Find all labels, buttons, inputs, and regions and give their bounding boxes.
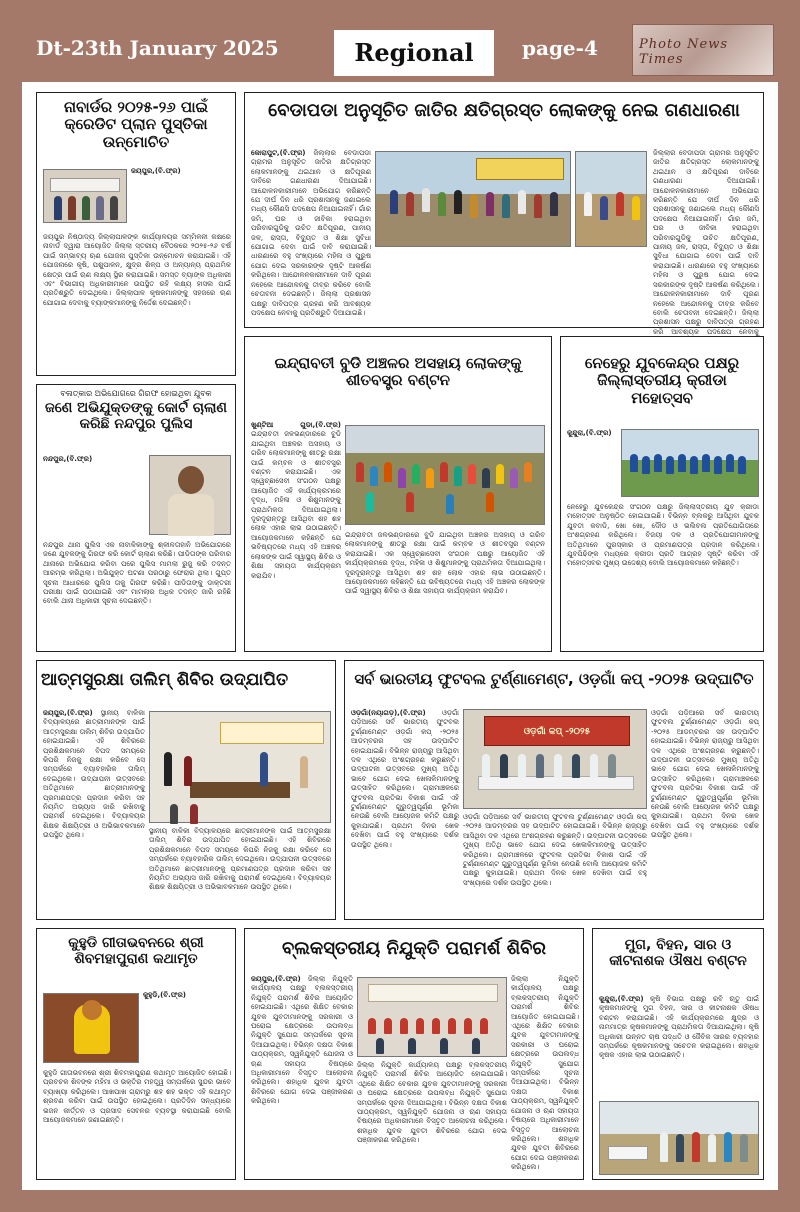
seed-distribution-photo: [599, 1101, 759, 1175]
article-selfdefence: [36, 660, 336, 920]
dateline: କୋରାପୁଟ,(ବି.ଫ୍ର): [251, 149, 306, 157]
article-body-continued: ଓଡ଼ଗାଁ ପଡ଼ିଆରେ ସର୍ବ ଭାରତୀୟ ଫୁଟବଲ ଟୁର୍ଣ୍ଣାମେଣ୍ଟ ଓଡ଼ଗାଁ କପ୍ -୨୦୨୫ ଆଡମ୍ବରର ସହ ଉଦ୍‌ଘାଟିତ ହୋଇଯାଇଛି। ବିଭିନ୍ନ ରାଜ୍ୟରୁ ଆସିଥିବା ଦଳ ଏଥିରେ ଅଂଶଗ୍ରହଣ କରୁଛନ୍ତି। ଉଦ୍‌ଘାଟନୀ ଉତ୍ସବରେ ମୁଖ୍ୟ ଅତିଥି ଭାବେ ଯୋଗ ଦେଇ ଖେଳାଳିମାନଙ୍କୁ ଉତ୍ସାହିତ କରିଥିଲେ। ଗ୍ରାମାଞ୍ଚଳରେ ଫୁଟବଲ ପ୍ରତିଭା ବିକାଶ ପାଇଁ ଏହି ଟୁର୍ଣ୍ଣାମେଣ୍ଟ ଗୁରୁତ୍ୱପୂର୍ଣ୍ଣ ଭୂମିକା ନେଉଛି ବୋଲି ଆୟୋଜକ କମିଟି ପକ୍ଷରୁ କୁହାଯାଇଛି। ପ୍ରଥମ ଦିନର ଖେଳ ଦେଖିବା ପାଇଁ ବହୁ ସଂଖ୍ୟାରେ ଦର୍ଶକ ଉପସ୍ଥିତ ଥିଲେ।: [463, 813, 647, 887]
article-body-text: ଜୟପୁର ନିଷ୍ଠାଦ୍ୟ ଜିଲ୍ଲାପାଳଙ୍କ କାର୍ଯ୍ୟାଳୟର ସମ୍ମିଳନୀ କକ୍ଷରେ ନାବାର୍ଡ ଦ୍ୱାରା ଆୟୋଜିତ ଜିଲ୍ଲା ସ୍ତରୀୟ ବୈଠକରେ ୨୦୨୫-୨୬ ବର୍ଷ ପାଇଁ ସମ୍ଭାବ୍ୟ ଋଣ ଯୋଜନା ପୁସ୍ତିକା ଉନ୍ମୋଚନ କରାଯାଇଛି। ଏହି ଯୋଜନାରେ କୃଷି, ପଶୁପାଳନ, କ୍ଷୁଦ୍ର ଶିଳ୍ପ ଓ ଅନ୍ୟାନ୍ୟ ପ୍ରାଥମିକ କ୍ଷେତ୍ର ପାଇଁ ଋଣ ଲକ୍ଷ୍ୟ ସ୍ଥିର କରାଯାଇଛି। ସମସ୍ତ ବ୍ୟାଙ୍କ ଅଧିକାରୀ ଏବଂ ବିଭାଗୀୟ ଅଧିକାରୀମାନେ ଉପସ୍ଥିତ ରହି ଲକ୍ଷ୍ୟ ହାସଲ ପାଇଁ ପ୍ରତିଶ୍ରୁତି ଦେଇଥିଲେ। ଜିଲ୍ଲାପାଳ କୃଷକମାନଙ୍କୁ ସହଜରେ ଋଣ ଯୋଗାଇ ଦେବାକୁ ବ୍ୟାଙ୍କମାନଙ୍କୁ ନିର୍ଦ୍ଦେଶ ଦେଇଛନ୍ତି।: [43, 233, 231, 307]
gathering-photo: [575, 151, 647, 247]
logo-text: Photo News Times: [639, 37, 728, 67]
blanket-distribution-photo: [345, 425, 545, 525]
kicker: ବଳାତ୍କାର ଅଭିଯୋଗରେ ଗିରଫ ହୋଇଥିବା ଯୁବକ: [60, 389, 212, 398]
article-football: [344, 660, 764, 920]
article-body: [251, 975, 353, 1175]
page-number: page-4: [522, 36, 598, 60]
counselling-camp-photo: [357, 977, 507, 1057]
article-nehru: [560, 336, 764, 652]
article-body-text: ନନ୍ଦପୁର ଥାନା ପୁଲିସ ଏକ ନାବାଳିକାଙ୍କୁ ଶ୍ଳୀଳତାହାନି ଅଭିଯୋଗରେ ଜଣେ ଯୁବକଙ୍କୁ ଗିରଫ କରି କୋର୍ଟ ଚାଲାଣ କରିଛି। ପୀଡିତାଙ୍କ ପରିବାର ଥାନାରେ ଅଭିଯୋଗ କରିବା ପରେ ପୁଲିସ ମାମଲା ରୁଜୁ କରି ତଦନ୍ତ ଆରମ୍ଭ କରିଥିଲା। ଅଭିଯୁକ୍ତ ଘଟଣା ପରଠାରୁ ଫେରାର ଥିଲା। ଗୁପ୍ତ ସୂଚନା ଆଧାରରେ ପୁଲିସ ତାକୁ ଗିରଫ କରିଛି। ପୀଡିତାଙ୍କୁ ଡାକ୍ତରୀ ପରୀକ୍ଷା ପାଇଁ ପଠାଯାଇଛି ଏବଂ ମାମଲାର ଅଧିକ ତଦନ୍ତ ଜାରି ରହିଛି ବୋଲି ଥାନା ଅଧିକାରୀ ସୂଚନା ଦେଇଛନ୍ତି।: [43, 541, 231, 606]
headline: ସର୍ବ ଭାରତୀୟ ଫୁଟବଲ ଟୁର୍ଣ୍ଣାମେଣ୍ଟ, ଓଡ଼ଗାଁ କପ୍ -୨୦୨୫ ଉଦ୍‌ଘାଟିତ: [354, 670, 754, 688]
accused-photo: [149, 455, 231, 535]
article-body-text: ସ୍ଥାନୀୟ ବାଳିକା ବିଦ୍ୟାଳୟରେ ଛାତ୍ରୀମାନଙ୍କ ପାଇଁ ଆତ୍ମସୁରକ୍ଷା ତାଲିମ୍ ଶିବିର ଉଦ୍‌ଯାପିତ ହୋଇଯାଇଛି। ଏହି ଶିବିରରେ ପ୍ରଶିକ୍ଷକମାନେ ବିପଦ ସମୟରେ କିପରି ନିଜକୁ ରକ୍ଷା କରିବେ ସେ ସମ୍ପର୍କରେ ବ୍ୟାବହାରିକ ତାଲିମ୍ ଦେଇଥିଲେ। ଉଦ୍‌ଯାପନୀ ଉତ୍ସବରେ ଅତିଥିମାନେ ଛାତ୍ରୀମାନଙ୍କୁ ପ୍ରମାଣପତ୍ର ପ୍ରଦାନ କରିବା ସହ ନିୟମିତ ଅଭ୍ୟାସ ଜାରି ରଖିବାକୁ ପରାମର୍ଶ ଦେଇଥିଲେ। ବିଦ୍ୟାଳୟର ଶିକ୍ଷକ ଶିକ୍ଷୟିତ୍ରୀ ଓ ଅଭିଭାବକମାନେ ଉପସ୍ଥିତ ଥିଲେ।: [43, 709, 145, 840]
article-body: [251, 421, 341, 647]
masthead: [22, 22, 778, 82]
dateline: ଓଡ଼ଗାଁ(ନୟାଗଡ଼),(ବି.ଫ୍ର): [351, 709, 426, 717]
sports-photo: [621, 429, 759, 497]
dateline: ଜୟପୁର,(ବି.ଫ୍ର): [131, 167, 181, 175]
article-body: [599, 995, 759, 1095]
article-body-continued: ଇନ୍ଦ୍ରାବତୀ ଜଳଭଣ୍ଡାରରେ ବୁଡି ଯାଇଥିବା ଅଞ୍ଚଳର ଅସହାୟ ଓ ଗରିବ ଲୋକମାନଙ୍କୁ ଶୀତରୁ ରକ୍ଷା ପାଇଁ କମ୍ବଳ ଓ ଶୀତବସ୍ତ୍ର ବଣ୍ଟନ କରାଯାଇଛି। ଏକ ସ୍ୱେଚ୍ଛାସେବୀ ସଂଗଠନ ପକ୍ଷରୁ ଆୟୋଜିତ ଏହି କାର୍ଯ୍ୟକ୍ରମରେ ବୃଦ୍ଧ, ମହିଳା ଓ ଶିଶୁମାନଙ୍କୁ ପ୍ରାଥମିକତା ଦିଆଯାଇଥିଲା। ଦୂରଦୂରାନ୍ତରୁ ଆସିଥିବା ଶହ ଶହ ଲୋକ ଏହାର ଲାଭ ଉଠାଇଛନ୍ତି। ଆୟୋଜକମାନେ କହିଛନ୍ତି ଯେ ଭବିଷ୍ୟତରେ ମଧ୍ୟ ଏହି ଅଞ୍ଚଳର ଲୋକଙ୍କ ପାଇଁ ସ୍ୱାସ୍ଥ୍ୟ ଶିବିର ଓ ଶିକ୍ଷା ସହାୟତା କାର୍ଯ୍ୟକ୍ରମ କରାଯିବ।: [345, 531, 545, 596]
article-body-continued-2: ଜିଲ୍ଲା ନିଯୁକ୍ତି କାର୍ଯ୍ୟାଳୟ ପକ୍ଷରୁ ବ୍ଲକସ୍ତରୀୟ ନିଯୁକ୍ତି ପରାମର୍ଶ ଶିବିର ଆୟୋଜିତ ହୋଇଯାଇଛି। ଏଥିରେ ଶିକ୍ଷିତ ବେକାର ଯୁବକ ଯୁବତୀମାନଙ୍କୁ ସରକାରୀ ଓ ଘରୋଇ କ୍ଷେତ୍ରରେ ଉପଲବ୍ଧ ନିଯୁକ୍ତି ସୁଯୋଗ ସମ୍ପର୍କରେ ସୂଚନା ଦିଆଯାଇଥିଲା। ବିଭିନ୍ନ ଦକ୍ଷତା ବିକାଶ ପାଠ୍ୟକ୍ରମ, ସ୍ୱନିଯୁକ୍ତି ଯୋଜନା ଓ ଋଣ ସହାୟତା ବିଷୟରେ ଅଧିକାରୀମାନେ ବିସ୍ତୃତ ଆଲୋଚନା କରିଥିଲେ। ଶହାଧିକ ଯୁବକ ଯୁବତୀ ଶିବିରରେ ଯୋଗ ଦେଇ ପଞ୍ଜୀକରଣ କରିଥିଲେ।: [511, 975, 579, 1172]
dateline: କୁନ୍ଦୁରା,(ବି.ଫ୍ର): [567, 429, 612, 437]
article-body: [43, 455, 145, 537]
article-kudi: [36, 928, 236, 1180]
article-body: [351, 709, 459, 915]
article-body-continued-2: ଓଡ଼ଗାଁ ପଡ଼ିଆରେ ସର୍ବ ଭାରତୀୟ ଫୁଟବଲ ଟୁର୍ଣ୍ଣାମେଣ୍ଟ ଓଡ଼ଗାଁ କପ୍ -୨୦୨୫ ଆଡମ୍ବରର ସହ ଉଦ୍‌ଘାଟିତ ହୋଇଯାଇଛି। ବିଭିନ୍ନ ରାଜ୍ୟରୁ ଆସିଥିବା ଦଳ ଏଥିରେ ଅଂଶଗ୍ରହଣ କରୁଛନ୍ତି। ଉଦ୍‌ଘାଟନୀ ଉତ୍ସବରେ ମୁଖ୍ୟ ଅତିଥି ଭାବେ ଯୋଗ ଦେଇ ଖେଳାଳିମାନଙ୍କୁ ଉତ୍ସାହିତ କରିଥିଲେ। ଗ୍ରାମାଞ୍ଚଳରେ ଫୁଟବଲ ପ୍ରତିଭା ବିକାଶ ପାଇଁ ଏହି ଟୁର୍ଣ୍ଣାମେଣ୍ଟ ଗୁରୁତ୍ୱପୂର୍ଣ୍ଣ ଭୂମିକା ନେଉଛି ବୋଲି ଆୟୋଜକ କମିଟି ପକ୍ଷରୁ କୁହାଯାଇଛି। ପ୍ରଥମ ଦିନର ଖେଳ ଦେଖିବା ପାଇଁ ବହୁ ସଂଖ୍ୟାରେ ଦର୍ଶକ ଉପସ୍ଥିତ ଥିଲେ।: [651, 709, 759, 840]
article-bedapada: [244, 92, 764, 336]
issue-date: Dt-23th January 2025: [36, 36, 279, 60]
article-nandapur: [36, 384, 236, 652]
article-body: [43, 709, 145, 913]
article-seeds: [592, 928, 764, 1180]
dateline: ନନ୍ଦପୁର,(ବି.ଫ୍ର): [43, 455, 93, 463]
dateline: ଖୁଣ୍ଟିଆ ଗୁଡା,(ବି.ଫ୍ର): [251, 421, 341, 429]
dateline: କୁହୁଡି,(ବି.ଫ୍ର): [143, 991, 186, 999]
headline: ନେହେରୁ ଯୁବକେନ୍ଦ୍ର ପକ୍ଷରୁ ଜିଲ୍ଲାସ୍ତରୀୟ କ୍ରୀଡା ମହୋତ୍ସବ: [584, 354, 740, 407]
headline: ବ୍ଲକସ୍ତରୀୟ ନିଯୁକ୍ତି ପରାମର୍ଶ ଶିବିର: [281, 938, 547, 959]
article-employment: [244, 928, 584, 1180]
article-body-text: ଜିଲ୍ଲାର ବେଡାପଡା ଗ୍ରାମର ଅନୁସୂଚିତ ଜାତିର କ୍ଷତିଗ୍ରସ୍ତ ଲୋକମାନଙ୍କୁ ଥଇଥାନ ଓ କ୍ଷତିପୂରଣ ଦାବିରେ ଗଣଧାରଣା ଦିଆଯାଇଛି। ଆନ୍ଦୋଳନକାରୀମାନେ ଅଭିଯୋଗ କରିଛନ୍ତି ଯେ ଦୀର୍ଘ ଦିନ ଧରି ପ୍ରଶାସନକୁ ଜଣାଇଲେ ମଧ୍ୟ କୌଣସି ପଦକ୍ଷେପ ନିଆଯାଇନାହିଁ। ଗାଁର ଜମି, ଘର ଓ ଜୀବିକା ହରାଇଥିବା ପରିବାରଗୁଡିକୁ ଉଚିତ କ୍ଷତିପୂରଣ, ପାନୀୟ ଜଳ, ରାସ୍ତା, ବିଦ୍ୟୁତ ଓ ଶିକ୍ଷା ସୁବିଧା ଯୋଗାଇ ଦେବା ପାଇଁ ଦାବି କରାଯାଇଛି। ଧାରଣାରେ ବହୁ ସଂଖ୍ୟାରେ ମହିଳା ଓ ପୁରୁଷ ଯୋଗ ଦେଇ ସରକାରଙ୍କ ଦୃଷ୍ଟି ଆକର୍ଷଣ କରିଥିଲେ। ଆନ୍ଦୋଳନକାରୀମାନେ ଦାବି ପୂରଣ ନହେଲେ ଆନ୍ଦୋଳନକୁ ତୀବ୍ର କରିବେ ବୋଲି ଚେତାବନୀ ଦେଇଛନ୍ତି। ଜିଲ୍ଲା ପ୍ରଶାସନ ପକ୍ଷରୁ ଦାବିପତ୍ର ଗ୍ରହଣ କରି ଆବଶ୍ୟକ ପଦକ୍ଷେପ ନେବାକୁ ପ୍ରତିଶ୍ରୁତି ଦିଆଯାଇଛି।: [251, 149, 371, 317]
article-body: [567, 429, 617, 499]
article-body-text: କୁହୁଡି ଗୀତାଭବନରେ ଶ୍ରୀ ଶିବମହାପୁରାଣ କଥାମୃତ ଆୟୋଜିତ ହୋଇଛି। ପ୍ରବଚକ ଶିବଙ୍କ ମହିମା ଓ ଭକ୍ତିର ମହତ୍ତ୍ୱ ସମ୍ପର୍କରେ ସୁନ୍ଦର ଭାବେ ବ୍ୟାଖ୍ୟା କରିଥିଲେ। ଆଖପାଖ ଗ୍ରାମରୁ ଶହ ଶହ ଭକ୍ତ ଏହି କଥାମୃତ ଶ୍ରବଣ କରିବା ପାଇଁ ଉପସ୍ଥିତ ହୋଇଥିଲେ। ପ୍ରତିଦିନ ସନ୍ଧ୍ୟାରେ ଭଜନ କୀର୍ତ୍ତନ ଓ ପ୍ରସାଦ ସେବନର ବ୍ୟବସ୍ଥା କରାଯାଇଛି ବୋଲି ଆୟୋଜକମାନେ ଜଣାଇଛନ୍ତି।: [43, 1069, 231, 1125]
headline: ବେଡାପଡା ଅନୁସୂଚିତ ଜାତିର କ୍ଷତିଗ୍ରସ୍ତ ଲୋକଙ୍କୁ ନେଇ ଗଣଧାରଣା: [268, 100, 740, 121]
publication-logo: [632, 24, 774, 76]
article-body-text: ଜିଲ୍ଲା ନିଯୁକ୍ତି କାର୍ଯ୍ୟାଳୟ ପକ୍ଷରୁ ବ୍ଲକସ୍ତରୀୟ ନିଯୁକ୍ତି ପରାମର୍ଶ ଶିବିର ଆୟୋଜିତ ହୋଇଯାଇଛି। ଏଥିରେ ଶିକ୍ଷିତ ବେକାର ଯୁବକ ଯୁବତୀମାନଙ୍କୁ ସରକାରୀ ଓ ଘରୋଇ କ୍ଷେତ୍ରରେ ଉପଲବ୍ଧ ନିଯୁକ୍ତି ସୁଯୋଗ ସମ୍ପର୍କରେ ସୂଚନା ଦିଆଯାଇଥିଲା। ବିଭିନ୍ନ ଦକ୍ଷତା ବିକାଶ ପାଠ୍ୟକ୍ରମ, ସ୍ୱନିଯୁକ୍ତି ଯୋଜନା ଓ ଋଣ ସହାୟତା ବିଷୟରେ ଅଧିକାରୀମାନେ ବିସ୍ତୃତ ଆଲୋଚନା କରିଥିଲେ। ଶହାଧିକ ଯୁବକ ଯୁବତୀ ଶିବିରରେ ଯୋଗ ଦେଇ ପଞ୍ଜୀକରଣ କରିଥିଲେ।: [251, 975, 353, 1106]
article-indravati: [244, 336, 552, 652]
article-body-text-2: ଜିଲ୍ଲାର ବେଡାପଡା ଗ୍ରାମର ଅନୁସୂଚିତ ଜାତିର କ୍ଷତିଗ୍ରସ୍ତ ଲୋକମାନଙ୍କୁ ଥଇଥାନ ଓ କ୍ଷତିପୂରଣ ଦାବିରେ ଗଣଧାରଣା ଦିଆଯାଇଛି। ଆନ୍ଦୋଳନକାରୀମାନେ ଅଭିଯୋଗ କରିଛନ୍ତି ଯେ ଦୀର୍ଘ ଦିନ ଧରି ପ୍ରଶାସନକୁ ଜଣାଇଲେ ମଧ୍ୟ କୌଣସି ପଦକ୍ଷେପ ନିଆଯାଇନାହିଁ। ଗାଁର ଜମି, ଘର ଓ ଜୀବିକା ହରାଇଥିବା ପରିବାରଗୁଡିକୁ ଉଚିତ କ୍ଷତିପୂରଣ, ପାନୀୟ ଜଳ, ରାସ୍ତା, ବିଦ୍ୟୁତ ଓ ଶିକ୍ଷା ସୁବିଧା ଯୋଗାଇ ଦେବା ପାଇଁ ଦାବି କରାଯାଇଛି। ଧାରଣାରେ ବହୁ ସଂଖ୍ୟାରେ ମହିଳା ଓ ପୁରୁଷ ଯୋଗ ଦେଇ ସରକାରଙ୍କ ଦୃଷ୍ଟି ଆକର୍ଷଣ କରିଥିଲେ। ଆନ୍ଦୋଳନକାରୀମାନେ ଦାବି ପୂରଣ ନହେଲେ ଆନ୍ଦୋଳନକୁ ତୀବ୍ର କରିବେ ବୋଲି ଚେତାବନୀ ଦେଇଛନ୍ତି। ଜିଲ୍ଲା ପ୍ରଶାସନ ପକ୍ଷରୁ ଦାବିପତ୍ର ଗ୍ରହଣ କରି ଆବଶ୍ୟକ ପଦକ୍ଷେପ ନେବାକୁ: [653, 149, 759, 336]
kathamruta-photo: [43, 993, 139, 1063]
article-body-continued: ଜିଲ୍ଲା ନିଯୁକ୍ତି କାର୍ଯ୍ୟାଳୟ ପକ୍ଷରୁ ବ୍ଲକସ୍ତରୀୟ ନିଯୁକ୍ତି ପରାମର୍ଶ ଶିବିର ଆୟୋଜିତ ହୋଇଯାଇଛି। ଏଥିରେ ଶିକ୍ଷିତ ବେକାର ଯୁବକ ଯୁବତୀମାନଙ୍କୁ ସରକାରୀ ଓ ଘରୋଇ କ୍ଷେତ୍ରରେ ଉପଲବ୍ଧ ନିଯୁକ୍ତି ସୁଯୋଗ ସମ୍ପର୍କରେ ସୂଚନା ଦିଆଯାଇଥିଲା। ବିଭିନ୍ନ ଦକ୍ଷତା ବିକାଶ ପାଠ୍ୟକ୍ରମ, ସ୍ୱନିଯୁକ୍ତି ଯୋଜନା ଓ ଋଣ ସହାୟତା ବିଷୟରେ ଅଧିକାରୀମାନେ ବିସ୍ତୃତ ଆଲୋଚନା କରିଥିଲେ। ଶହାଧିକ ଯୁବକ ଯୁବତୀ ଶିବିରରେ ଯୋଗ ଦେଇ ପଞ୍ଜୀକରଣ କରିଥିଲେ।: [357, 1061, 507, 1145]
tournament-banner: [484, 716, 630, 746]
headline: ମୁଗ, ବିହନ, ସାର ଓ କୀଟନାଶକ ଔଷଧ ବଣ୍ଟନ: [609, 937, 747, 970]
training-photo: [149, 711, 331, 823]
dateline: ଜୟପୁର,(ବି.ଫ୍ର): [251, 975, 301, 983]
headline: ଆତ୍ମସୁରକ୍ଷା ତାଲିମ୍ ଶିବିର ଉଦ୍‌ଯାପିତ: [41, 670, 289, 690]
article-body: [131, 167, 231, 233]
protest-photo: [375, 151, 571, 247]
meeting-photo: [43, 169, 127, 223]
football-inauguration-photo: [463, 709, 647, 809]
article-body-text: କୃଷି ବିଭାଗ ପକ୍ଷରୁ ରବି ଋତୁ ପାଇଁ କୃଷକମାନଙ୍କୁ ମୁଗ ବିହନ, ସାର ଓ କୀଟନାଶକ ଔଷଧ ବଣ୍ଟନ କରାଯାଇଛି। ଏହି କାର୍ଯ୍ୟକ୍ରମରେ କ୍ଷୁଦ୍ର ଓ ନାମମାତ୍ର କୃଷକମାନଙ୍କୁ ପ୍ରାଥମିକତା ଦିଆଯାଇଥିଲା। କୃଷି ଅଧିକାରୀ ଉନ୍ନତ ଚାଷ ପଦ୍ଧତି ଓ ଜୈବିକ ସାରର ବ୍ୟବହାର ସମ୍ପର୍କରେ କୃଷକମାନଙ୍କୁ ସଚେତନ କରାଇଥିଲେ। ଶହାଧିକ କୃଷକ ଏହାର ଲାଭ ଉଠାଇଛନ୍ତି।: [599, 995, 759, 1060]
article-body-text: ଓଡ଼ଗାଁ ପଡ଼ିଆରେ ସର୍ବ ଭାରତୀୟ ଫୁଟବଲ ଟୁର୍ଣ୍ଣାମେଣ୍ଟ ଓଡ଼ଗାଁ କପ୍ -୨୦୨୫ ଆଡମ୍ବରର ସହ ଉଦ୍‌ଘାଟିତ ହୋଇଯାଇଛି। ବିଭିନ୍ନ ରାଜ୍ୟରୁ ଆସିଥିବା ଦଳ ଏଥିରେ ଅଂଶଗ୍ରହଣ କରୁଛନ୍ତି। ଉଦ୍‌ଘାଟନୀ ଉତ୍ସବରେ ମୁଖ୍ୟ ଅତିଥି ଭାବେ ଯୋଗ ଦେଇ ଖେଳାଳିମାନଙ୍କୁ ଉତ୍ସାହିତ କରିଥିଲେ। ଗ୍ରାମାଞ୍ଚଳରେ ଫୁଟବଲ ପ୍ରତିଭା ବିକାଶ ପାଇଁ ଏହି ଟୁର୍ଣ୍ଣାମେଣ୍ଟ ଗୁରୁତ୍ୱପୂର୍ଣ୍ଣ ଭୂମିକା ନେଉଛି ବୋଲି ଆୟୋଜକ କମିଟି ପକ୍ଷରୁ କୁହାଯାଇଛି। ପ୍ରଥମ ଦିନର ଖେଳ ଦେଖିବା ପାଇଁ ବହୁ ସଂଖ୍ୟାରେ ଦର୍ଶକ ଉପସ୍ଥିତ ଥିଲେ।: [351, 709, 459, 849]
article-nabard: [36, 92, 236, 376]
article-body-continued: [653, 149, 759, 336]
banner-text: ଓଡ଼ଗାଁ କପ୍ -୨୦୨୫: [523, 727, 591, 737]
article-body-continued: ସ୍ଥାନୀୟ ବାଳିକା ବିଦ୍ୟାଳୟରେ ଛାତ୍ରୀମାନଙ୍କ ପାଇଁ ଆତ୍ମସୁରକ୍ଷା ତାଲିମ୍ ଶିବିର ଉଦ୍‌ଯାପିତ ହୋଇଯାଇଛି। ଏହି ଶିବିରରେ ପ୍ରଶିକ୍ଷକମାନେ ବିପଦ ସମୟରେ କିପରି ନିଜକୁ ରକ୍ଷା କରିବେ ସେ ସମ୍ପର୍କରେ ବ୍ୟାବହାରିକ ତାଲିମ୍ ଦେଇଥିଲେ। ଉଦ୍‌ଯାପନୀ ଉତ୍ସବରେ ଅତିଥିମାନେ ଛାତ୍ରୀମାନଙ୍କୁ ପ୍ରମାଣପତ୍ର ପ୍ରଦାନ କରିବା ସହ ନିୟମିତ ଅଭ୍ୟାସ ଜାରି ରଖିବାକୁ ପରାମର୍ଶ ଦେଇଥିଲେ। ବିଦ୍ୟାଳୟର ଶିକ୍ଷକ ଶିକ୍ଷୟିତ୍ରୀ ଓ ଅଭିଭାବକମାନେ ଉପସ୍ଥିତ ଥିଲେ।: [149, 827, 331, 892]
article-body: [251, 149, 371, 323]
article-body-text: ଇନ୍ଦ୍ରାବତୀ ଜଳଭଣ୍ଡାରରେ ବୁଡି ଯାଇଥିବା ଅଞ୍ଚଳର ଅସହାୟ ଓ ଗରିବ ଲୋକମାନଙ୍କୁ ଶୀତରୁ ରକ୍ଷା ପାଇଁ କମ୍ବଳ ଓ ଶୀତବସ୍ତ୍ର ବଣ୍ଟନ କରାଯାଇଛି। ଏକ ସ୍ୱେଚ୍ଛାସେବୀ ସଂଗଠନ ପକ୍ଷରୁ ଆୟୋଜିତ ଏହି କାର୍ଯ୍ୟକ୍ରମରେ ବୃଦ୍ଧ, ମହିଳା ଓ ଶିଶୁମାନଙ୍କୁ ପ୍ରାଥମିକତା ଦିଆଯାଇଥିଲା। ଦୂରଦୂରାନ୍ତରୁ ଆସିଥିବା ଶହ ଶହ ଲୋକ ଏହାର ଲାଭ ଉଠାଇଛନ୍ତି। ଆୟୋଜକମାନେ କହିଛନ୍ତି ଯେ ଭବିଷ୍ୟତରେ ମଧ୍ୟ ଏହି ଅଞ୍ଚଳର ଲୋକଙ୍କ ପାଇଁ ସ୍ୱାସ୍ଥ୍ୟ ଶିବିର ଓ ଶିକ୍ଷା ସହାୟତା କାର୍ଯ୍ୟକ୍ରମ କରାଯିବ।: [251, 430, 341, 580]
section-title: Regional: [334, 30, 494, 76]
article-body-text: ନେହେରୁ ଯୁବକେନ୍ଦ୍ର ସଂଗଠନ ପକ୍ଷରୁ ଜିଲ୍ଲାସ୍ତରୀୟ ଯୁବ କ୍ରୀଡା ମହୋତ୍ସବ ଅନୁଷ୍ଠିତ ହୋଇଯାଇଛି। ବିଭିନ୍ନ ବ୍ଲକରୁ ଆସିଥିବା ଯୁବକ ଯୁବତୀ କବାଡି, ଖୋ ଖୋ, ଦୌଡ ଓ ଭଲିବଲ ପ୍ରତିଯୋଗିତାରେ ଅଂଶଗ୍ରହଣ କରିଥିଲେ। ବିଜୟୀ ଦଳ ଓ ପ୍ରତିଯୋଗୀମାନଙ୍କୁ ଅତିଥିମାନେ ପୁରସ୍କାର ଓ ପ୍ରମାଣପତ୍ର ପ୍ରଦାନ କରିଥିଲେ। ଯୁବପିଢିଙ୍କ ମଧ୍ୟରେ କ୍ରୀଡା ପ୍ରତି ଆଗ୍ରହ ସୃଷ୍ଟି କରିବା ଏହି ମହୋତ୍ସବର ମୁଖ୍ୟ ଉଦ୍ଦେଶ୍ୟ ବୋଲି ଆୟୋଜକମାନେ କହିଛନ୍ତି।: [567, 503, 759, 568]
headline: ନାବାର୍ଡର ୨୦୨୫-୨୬ ପାଇଁ କ୍ରେଡିଟ ପ୍ଲାନ ପୁସ୍ତିକା ଉନ୍ମୋଚିତ: [63, 98, 209, 151]
headline: ଜଣେ ଅଭିଯୁକ୍ତଙ୍କୁ କୋର୍ଟ ଚାଲାଣ କରିଛି ନନ୍ଦପୁର ପୁଲିସ: [45, 400, 227, 433]
headline: ଇନ୍ଦ୍ରାବତୀ ବୁଡି ଅଞ୍ଚଳର ଅସହାୟ ଲୋକଙ୍କୁ ଶୀତବସ୍ତ୍ର ବଣ୍ଟନ: [274, 354, 522, 390]
dateline: ଜୟପୁର,(ବି.ଫ୍ର): [43, 709, 93, 717]
headline: କୁହୁଡି ଗୀତାଭବନରେ ଶ୍ରୀ ଶିବମହାପୁରାଣ କଥାମୃତ: [68, 935, 204, 968]
dateline: କୁନ୍ଦୁରା,(ବି.ଫ୍ର): [599, 995, 644, 1003]
article-body: [143, 991, 231, 1065]
